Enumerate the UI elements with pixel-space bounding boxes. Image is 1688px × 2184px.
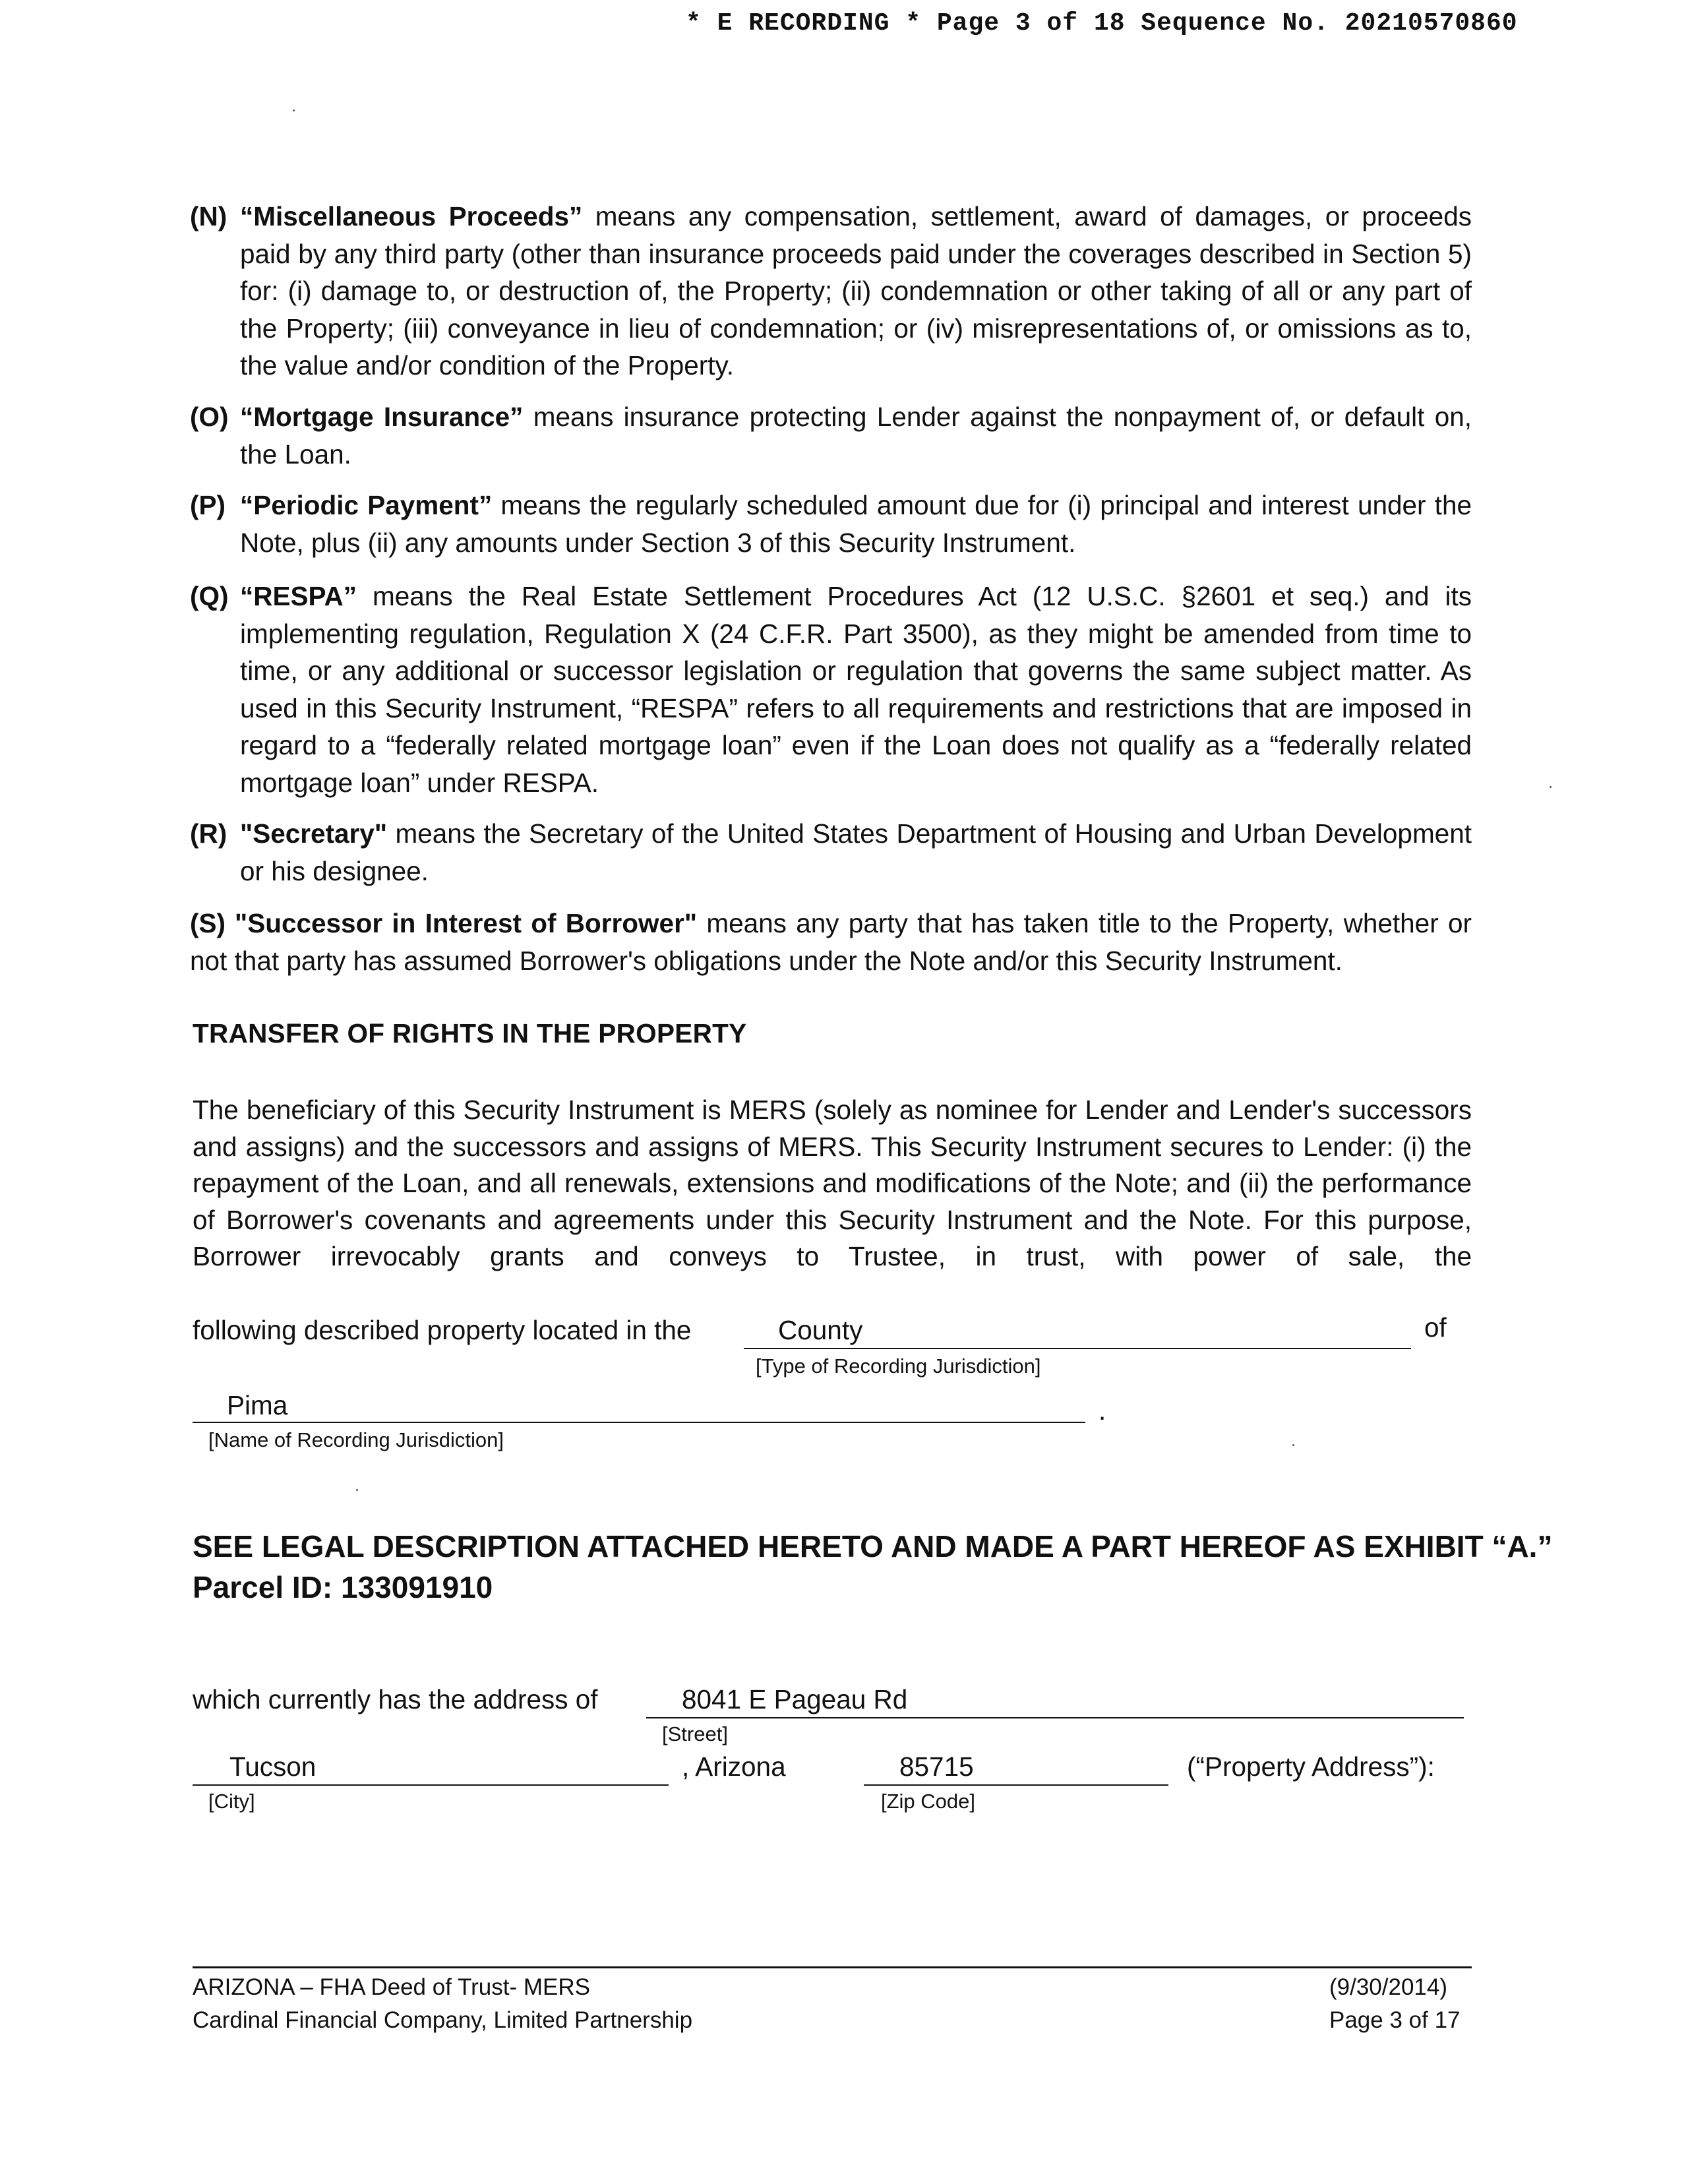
definition-letter: (Q) xyxy=(190,581,229,611)
definition-letter: (S) xyxy=(190,908,226,938)
recording-header: * E RECORDING * Page 3 of 18 Sequence No. 20210570860 xyxy=(686,9,1518,38)
street-line xyxy=(646,1717,1464,1718)
jurisdiction-type-caption: [Type of Recording Jurisdiction] xyxy=(756,1354,1041,1378)
zip-caption: [Zip Code] xyxy=(881,1790,976,1813)
definition-s xyxy=(190,905,1472,979)
parcel-id: Parcel ID: 133091910 xyxy=(193,1570,493,1604)
definition-letter: (O) xyxy=(190,402,229,432)
footer-form-title: ARIZONA – FHA Deed of Trust- MERS xyxy=(193,1974,590,2000)
definition-term: “Miscellaneous Proceeds” xyxy=(240,201,583,231)
zip-value: 85715 xyxy=(899,1751,974,1782)
definition-term: “Periodic Payment” xyxy=(240,490,493,520)
footer-company: Cardinal Financial Company, Limited Partnership xyxy=(193,2007,693,2033)
definition-n xyxy=(190,198,1472,384)
jurisdiction-name-caption: [Name of Recording Jurisdiction] xyxy=(208,1428,504,1451)
definition-r xyxy=(190,815,1472,890)
state-value: , Arizona xyxy=(682,1751,786,1782)
definition-text: means the Secretary of the United States Department of Housing and Urban Development or his designee. xyxy=(240,818,1472,886)
scan-speck xyxy=(356,1489,358,1491)
definition-text: means the Real Estate Settlement Procedures Act (12 U.S.C. §2601 et seq.) and its implementing regulation, Regulation X (24 C.F.R. Part 3500), as they might be amended from time to time, or any additional or successor legislation or regulation that governs the same subject matter. As used in this Security Instrument, “RESPA” refers to all requirements and restrictions that are imposed in regard to a “federally related mortgage loan” even if the Loan does not qualify as a “federally related mortgage loan” under RESPA. xyxy=(240,581,1472,798)
definition-p xyxy=(190,487,1472,561)
property-address-label: (“Property Address”): xyxy=(1187,1751,1435,1782)
definition-term: "Successor in Interest of Borrower" xyxy=(235,908,698,938)
definition-q xyxy=(190,578,1472,801)
scan-speck xyxy=(1550,786,1552,788)
city-value: Tucson xyxy=(229,1751,316,1782)
definition-letter: (N) xyxy=(190,201,227,231)
definition-text: means the regularly scheduled amount due for (i) principal and interest under the Note, plus (ii) any amounts under Section 3 of this Security Instrument. xyxy=(240,490,1472,558)
of-word: of xyxy=(1424,1312,1447,1343)
street-value: 8041 E Pageau Rd xyxy=(682,1684,908,1714)
definition-text: means any compensation, settlement, award of damages, or proceeds paid by any third party (other than insurance proceeds paid under the coverages described in Section 5) for: (i) damage to, or destruction of, the Property; (ii) condemnation or other taking of all or any part of the Property; (iii) conveyance in lieu of condemnation; or (iv) misrepresentations of, or omissions as to, the value and/or condition of the Property. xyxy=(240,201,1472,380)
transfer-paragraph: The beneficiary of this Security Instrument is MERS (solely as nominee for Lender and Lender's successors and assigns) and the successors and assigns of MERS. This Security Instrument secures to Lender: (i) the repayment of the Loan, and all renewals, extensions and modifications of the Note; and (ii) the performance of Borrower's covenants and agreements under this Security Instrument and the Note. For this purpose, Borrower irrevocably grants and conveys to Trustee, in trust, with power of sale, the xyxy=(193,1095,1472,1271)
scan-speck xyxy=(293,109,295,111)
jurisdiction-period: . xyxy=(1099,1395,1106,1426)
jurisdiction-name-value: Pima xyxy=(227,1390,288,1420)
footer-rule xyxy=(193,1966,1472,1968)
definition-term: “Mortgage Insurance” xyxy=(240,402,524,432)
jurisdiction-name-line xyxy=(193,1422,1085,1423)
city-caption: [City] xyxy=(208,1790,255,1813)
section-heading: TRANSFER OF RIGHTS IN THE PROPERTY xyxy=(193,1018,747,1048)
jurisdiction-type-value: County xyxy=(778,1315,863,1345)
address-prefix: which currently has the address of xyxy=(193,1684,598,1714)
definition-text: means any party that has taken title to the Property, whether or not that party has assumed Borrower's obligations under the Note and/or this Security Instrument. xyxy=(190,908,1472,976)
city-line xyxy=(193,1784,669,1786)
located-prefix: following described property located in the xyxy=(193,1315,692,1345)
definition-term: “RESPA” xyxy=(240,581,357,611)
scan-speck xyxy=(1292,1444,1294,1446)
legal-description-line: SEE LEGAL DESCRIPTION ATTACHED HERETO AND MADE A PART HEREOF AS EXHIBIT “A.” xyxy=(193,1529,1553,1563)
footer-form-date: (9/30/2014) xyxy=(1329,1974,1448,2000)
definition-o xyxy=(190,398,1472,473)
definition-text: means insurance protecting Lender against the nonpayment of, or default on, the Loan. xyxy=(240,402,1472,470)
definition-letter: (P) xyxy=(190,490,226,520)
street-caption: [Street] xyxy=(662,1722,728,1745)
zip-line xyxy=(864,1784,1168,1786)
footer-page-number: Page 3 of 17 xyxy=(1329,2007,1461,2033)
definition-term: "Secretary" xyxy=(240,818,388,849)
definition-letter: (R) xyxy=(190,818,227,849)
jurisdiction-type-line xyxy=(744,1348,1411,1349)
